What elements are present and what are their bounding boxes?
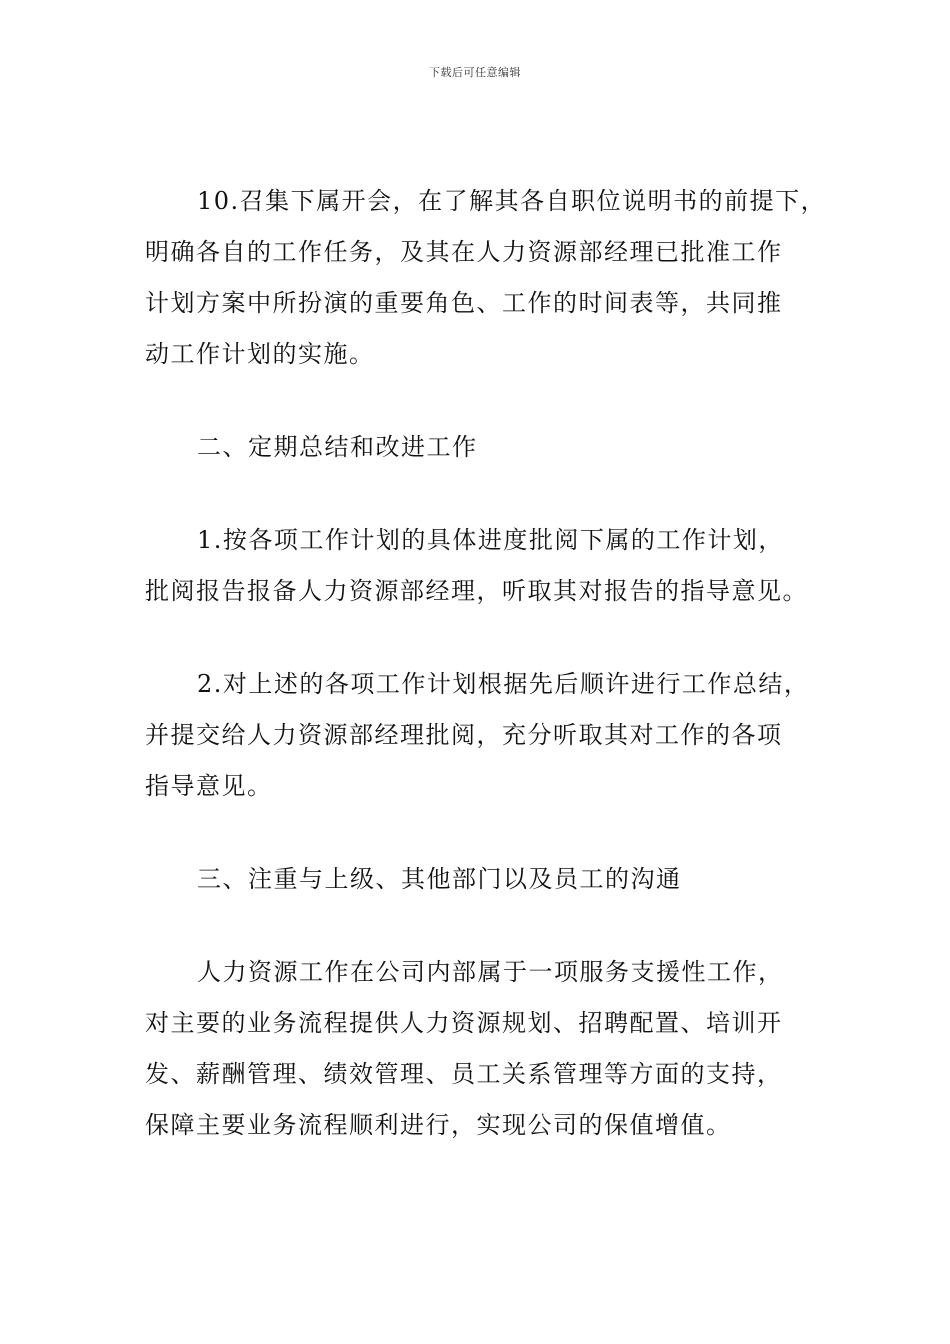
paragraph-gap: [145, 812, 835, 854]
heading-line: 三、注重与上级、其他部门以及员工的沟通: [197, 865, 682, 893]
paragraph-line: 发、薪酬管理、绩效管理、员工关系管理等方面的支持，: [145, 1060, 783, 1088]
paragraph-line: 人力资源工作在公司内部属于一项服务支援性工作，: [197, 958, 784, 986]
document-body: [145, 176, 835, 1151]
paragraph-item-2: [145, 659, 835, 812]
paragraph-gap: [145, 905, 835, 947]
paragraph-line: 计划方案中所扮演的重要角色、工作的时间表等，共同推: [145, 289, 783, 317]
paragraph-line: 对主要的业务流程提供人力资源规划、招聘配置、培训开: [145, 1009, 783, 1037]
paragraph-line: 1.按各项工作计划的具体进度批阅下属的工作计划，: [197, 526, 784, 554]
paragraph-item-10: [145, 176, 835, 380]
section-heading-3: [145, 854, 835, 905]
paragraph-gap: [145, 473, 835, 515]
paragraph-line: 2.对上述的各项工作计划根据先后顺许进行工作总结，: [197, 670, 810, 698]
paragraph-item-1: [145, 515, 835, 617]
heading-line: 二、定期总结和改进工作: [197, 433, 478, 461]
paragraph-line: 并提交给人力资源部经理批阅，充分听取其对工作的各项: [145, 721, 783, 749]
page-header: 下载后可任意编辑: [429, 66, 521, 79]
section-heading-2: [145, 422, 835, 473]
paragraph-line: 10.召集下属开会，在了解其各自职位说明书的前提下，: [197, 187, 827, 215]
paragraph-gap: [145, 617, 835, 659]
paragraph-gap: [145, 380, 835, 422]
paragraph-line: 动工作计划的实施。: [145, 340, 375, 368]
paragraph-line: 指导意见。: [145, 772, 273, 800]
paragraph-line: 批阅报告报备人力资源部经理，听取其对报告的指导意见。: [145, 577, 808, 605]
paragraph-line: 明确各自的工作任务，及其在人力资源部经理已批准工作: [145, 238, 783, 266]
paragraph-line: 保障主要业务流程顺利进行，实现公司的保值增值。: [145, 1111, 732, 1139]
paragraph-hr-support: [145, 947, 835, 1151]
